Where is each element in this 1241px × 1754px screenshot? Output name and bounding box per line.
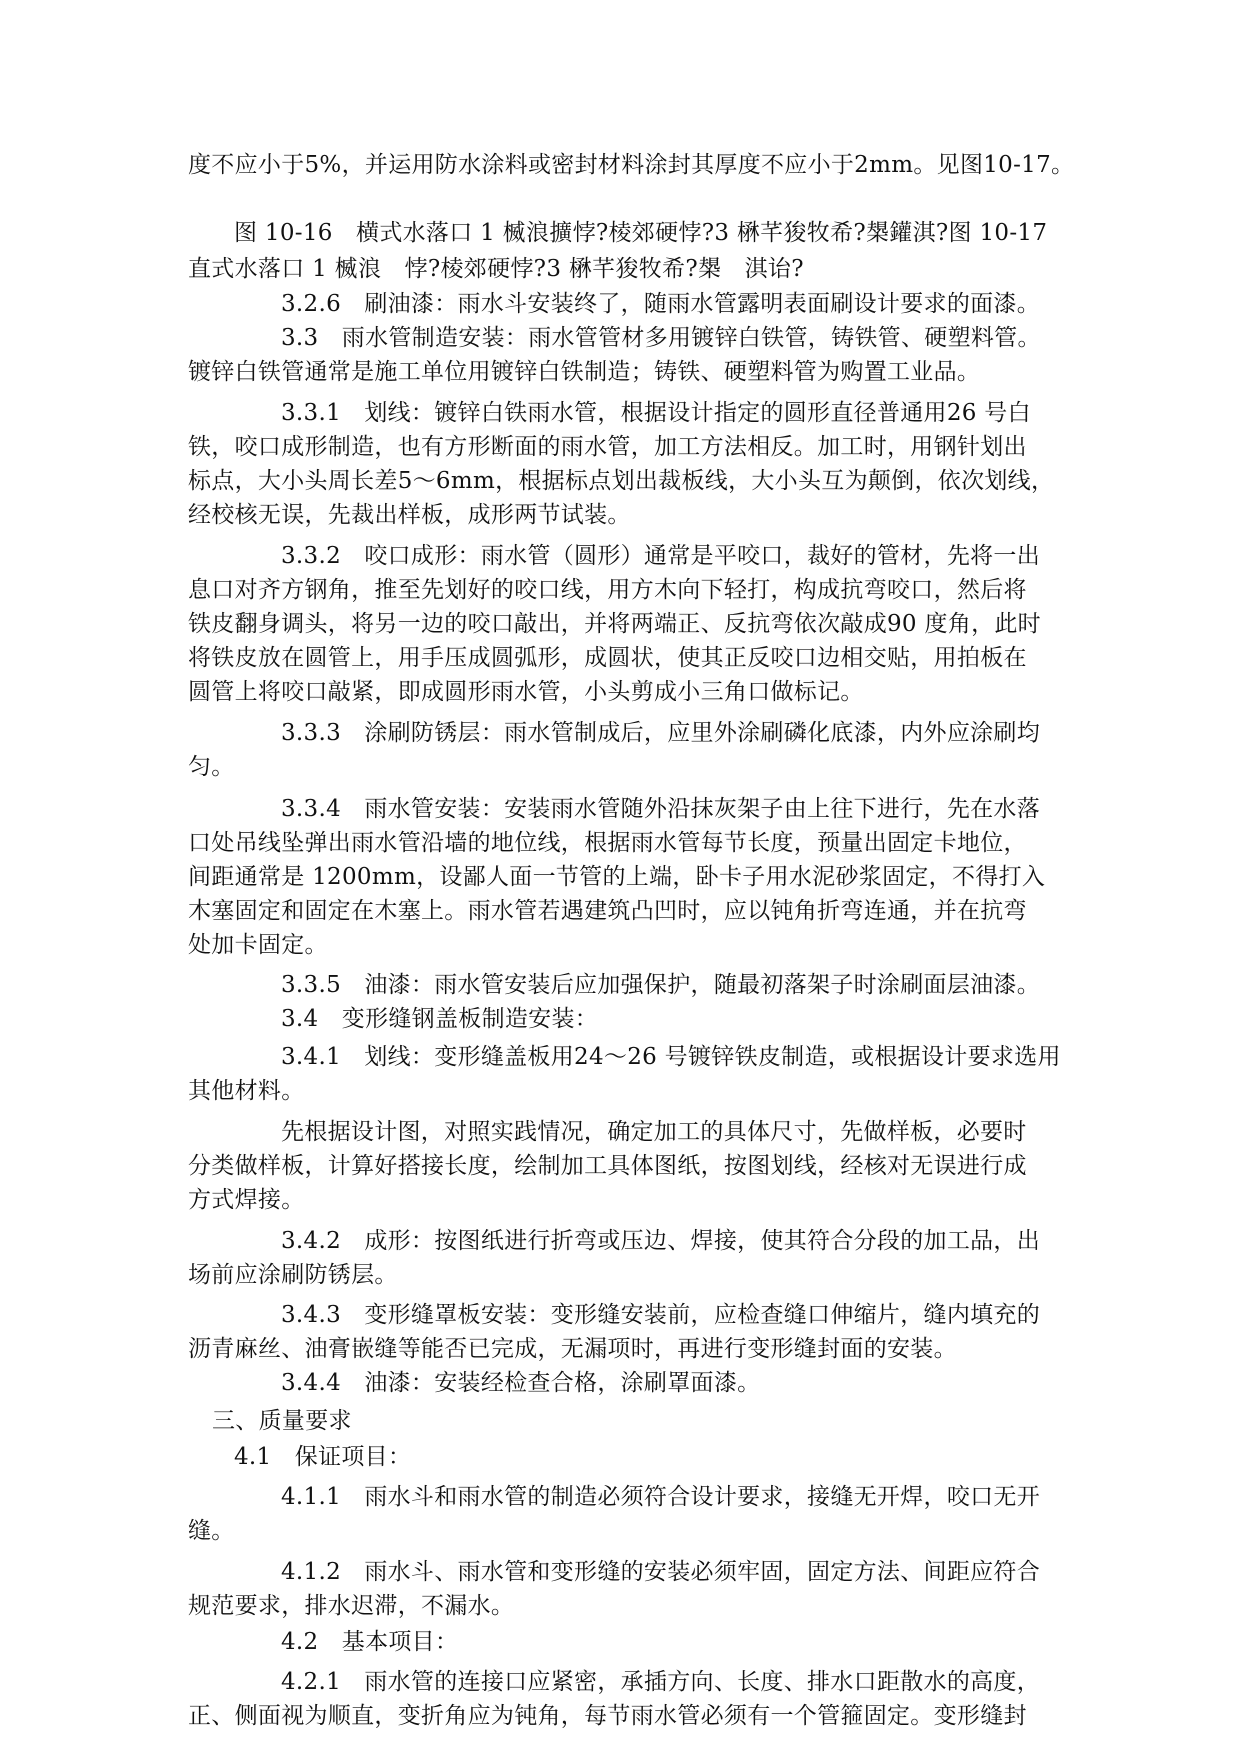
text-line: 镀锌白铁管通常是施工单位用镀锌白铁制造；铸铁、硬塑料管为购置工业品。 xyxy=(188,359,981,385)
section-heading: 3.3.5 油漆：雨水管安装后应加强保护，随最初落架子时涂刷面层油漆。 xyxy=(281,972,1041,998)
section-heading: 3.3.1 划线：镀锌白铁雨水管，根据设计指定的圆形直径普通用26 号白 xyxy=(281,400,1031,426)
section-heading: 3.4.3 变形缝罩板安装：变形缝安装前，应检查缝口伸缩片，缝内填充的 xyxy=(281,1302,1041,1328)
section-heading: 3.3 雨水管制造安装：雨水管管材多用镀锌白铁管，铸铁管、硬塑料管。 xyxy=(281,325,1041,351)
text-line: 分类做样板，计算好搭接长度，绘制加工具体图纸，按图划线，经核对无误进行成 xyxy=(188,1153,1027,1179)
text-line: 将铁皮放在圆管上，用手压成圆弧形，成圆状，使其正反咬口边相交贴，用拍板在 xyxy=(188,645,1027,671)
text-line: 标点，大小头周长差5～6mm，根据标点划出裁板线，大小头互为颠倒，依次划线， xyxy=(188,468,1055,494)
section-heading: 3.2.6 刷油漆：雨水斗安装终了，随雨水管露明表面刷设计要求的面漆。 xyxy=(281,291,1041,317)
figure-caption-line: 图 10-16 横式水落口 1 楲浪擴悖?棱郊硬悖?3 楙芊狻牧希?槼鑵淇?图 10-17 xyxy=(234,220,1048,246)
text-line: 度不应小于5%，并运用防水涂料或密封材料涂封其厚度不应小于2mm。见图10-17。 xyxy=(188,152,1075,178)
text-line: 正、侧面视为顺直，变折角应为钝角，每节雨水管必须有一个管箍固定。变形缝封 xyxy=(188,1703,1027,1729)
section-heading: 3.4.2 成形：按图纸进行折弯或压边、焊接，使其符合分段的加工品，出 xyxy=(281,1228,1041,1254)
text-line: 场前应涂刷防锈层。 xyxy=(188,1262,398,1288)
text-line: 铁皮翻身调头，将另一边的咬口敲出，并将两端正、反抗弯依次敲成90 度角，此时 xyxy=(188,611,1041,637)
section-heading: 3.3.2 咬口成形：雨水管（圆形）通常是平咬口，裁好的管材，先将一出 xyxy=(281,543,1041,569)
figure-caption-line: 直式水落口 1 楲浪 悖?棱郊硬悖?3 楙芊狻牧希?槼 淇诒? xyxy=(188,256,804,282)
text-line: 铁，咬口成形制造，也有方形断面的雨水管，加工方法相反。加工时，用钢针划出 xyxy=(188,434,1027,460)
text-line: 方式焊接。 xyxy=(188,1187,305,1213)
section-heading: 4.1 保证项目： xyxy=(234,1444,412,1470)
section-heading: 4.2.1 雨水管的连接口应紧密，承插方向、长度、排水口距散水的高度， xyxy=(281,1669,1041,1695)
text-line: 沥青麻丝、油膏嵌缝等能否已完成，无漏项时，再进行变形缝封面的安装。 xyxy=(188,1336,957,1362)
text-line: 规范要求，排水迟滞，不漏水。 xyxy=(188,1593,515,1619)
section-heading: 3.3.4 雨水管安装：安装雨水管随外沿抹灰架子由上往下进行，先在水落 xyxy=(281,796,1041,822)
section-heading: 4.1.1 雨水斗和雨水管的制造必须符合设计要求，接缝无开焊，咬口无开 xyxy=(281,1484,1041,1510)
text-line: 先根据设计图，对照实践情况，确定加工的具体尺寸，先做样板，必要时 xyxy=(281,1119,1027,1145)
text-line: 圆管上将咬口敲紧，即成圆形雨水管，小头剪成小三角口做标记。 xyxy=(188,679,864,705)
text-line: 经校核无误，先裁出样板，成形两节试装。 xyxy=(188,502,631,528)
section-heading: 3.4.4 油漆：安装经检查合格，涂刷罩面漆。 xyxy=(281,1370,761,1396)
text-line: 间距通常是 1200mm，设鄙人面一节管的上端，卧卡子用水泥砂浆固定，不得打入 xyxy=(188,864,1046,890)
text-line: 木塞固定和固定在木塞上。雨水管若遇建筑凸凹时，应以钝角折弯连通，并在抗弯 xyxy=(188,898,1027,924)
text-line: 口处吊线坠弹出雨水管沿墙的地位线，根据雨水管每节长度，预量出固定卡地位， xyxy=(188,830,1027,856)
text-line: 缝。 xyxy=(188,1518,235,1544)
text-line: 息口对齐方钢角，推至先划好的咬口线，用方木向下轻打，构成抗弯咬口，然后将 xyxy=(188,577,1027,603)
section-heading: 4.1.2 雨水斗、雨水管和变形缝的安装必须牢固，固定方法、间距应符合 xyxy=(281,1559,1041,1585)
section-heading: 4.2 基本项目： xyxy=(281,1629,459,1655)
text-line: 其他材料。 xyxy=(188,1078,305,1104)
text-line: 处加卡固定。 xyxy=(188,932,328,958)
section-heading: 3.4 变形缝钢盖板制造安装： xyxy=(281,1006,599,1032)
section-heading: 3.4.1 划线：变形缝盖板用24～26 号镀锌铁皮制造，或根据设计要求选用 xyxy=(281,1044,1061,1070)
section-heading: 3.3.3 涂刷防锈层：雨水管制成后，应里外涂刷磷化底漆，内外应涂刷均 xyxy=(281,720,1041,746)
chapter-heading: 三、质量要求 xyxy=(212,1408,352,1434)
text-line: 匀。 xyxy=(188,754,235,780)
